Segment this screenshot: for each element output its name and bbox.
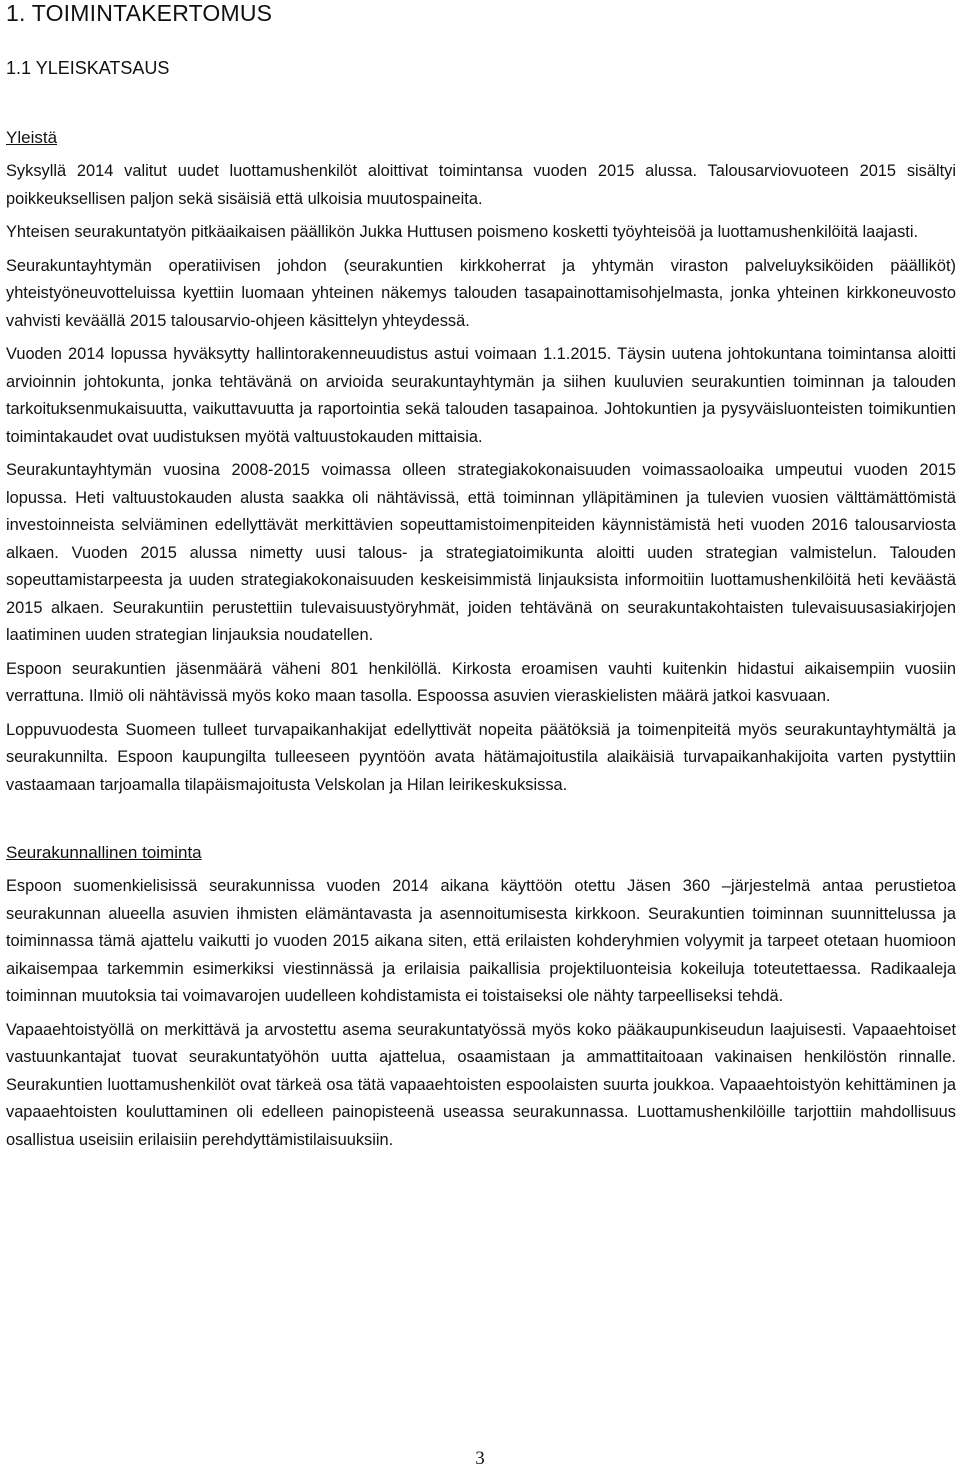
page-number: 3	[475, 1448, 485, 1469]
section-heading-general: Yleistä	[6, 128, 58, 147]
paragraph: Seurakuntayhtymän operatiivisen johdon (seurakuntien kirkkoherrat ja yhtymän viraston palveluyksiköiden päälliköt) yhteistyöneuvotteluissa kyettiin luomaan yhteinen näkemys talouden tasapainottamisohjelmasta, jonka yhteinen kirkkoneuvosto vahvisti keväällä 2015 talousarvio-ohjeen käsittelyn yhteydessä.	[6, 256, 956, 330]
chapter-title: 1. TOIMINTAKERTOMUS	[6, 0, 273, 26]
paragraph: Espoon suomenkielisissä seurakunnissa vuoden 2014 aikana käyttöön otettu Jäsen 360 –järjestelmä antaa perustietoa seurakunnan alueella asuvien ihmisten elämäntavasta ja asennoitumisesta kirkkoon. Seurakuntien toiminnan suunnittelussa ja toiminnassa tämä ajattelu vaikutti jo vuoden 2015 aikana siten, että erilaisten kohderyhmien volyymit ja tarpeet otetaan huomioon aikaisempaa tarkemmin esimerkiksi viestinnässä ja erilaisia paikallisia projektiluonteisia kokeiluja toteutettaessa. Radikaaleja toiminnan muutoksia tai voimavarojen uudelleen kohdistamista ei toistaiseksi ole nähty tarpeelliseksi tehdä.	[6, 877, 956, 1005]
section-general	[6, 127, 956, 799]
document-page	[6, 0, 956, 1154]
paragraph: Vapaaehtoistyöllä on merkittävä ja arvostettu asema seurakuntatyössä myös koko pääkaupunkiseudun laajuisesti. Vapaaehtoiset vastuunkantajat tuovat seurakuntatyöhön uutta ajattelua, osaamistaan ja ammattitaitoaan vakinaisen henkilöstön rinnalle. Seurakuntien luottamushenkilöt ovat tärkeä osa tätä vapaaehtoisten espoolaisten suurta joukkoa. Vapaaehtoistyön kehittäminen ja vapaaehtoisten kouluttaminen oli edelleen painopisteenä useassa seurakunnassa. Luottamushenkilöille tarjottiin mahdollisuus osallistua useisiin erilaisiin perehdyttämistilaisuuksiin.	[6, 1020, 956, 1149]
paragraph: Espoon seurakuntien jäsenmäärä väheni 801 henkilöllä. Kirkosta eroamisen vauhti kuitenkin hidastui aikaisempiin vuosiin verrattuna. Ilmiö oli nähtävissä myös koko maan tasolla. Espoossa asuvien vieraskielisten määrä jatkoi kasvuaan.	[6, 659, 956, 705]
paragraph: Yhteisen seurakuntatyön pitkäaikaisen päällikön Jukka Huttusen poismeno kosketti työyhteisöä ja luottamushenkilöitä laajasti.	[6, 223, 919, 241]
paragraph: Seurakuntayhtymän vuosina 2008-2015 voimassa olleen strategiakokonaisuuden voimassaoloaika umpeutui vuoden 2015 lopussa. Heti valtuustokauden alusta saakka oli nähtävissä, että toiminnan ylläpitäminen ja tulevien vuosien välttämättömistä investoinneista selviäminen edellyttävät merkittävien sopeuttamistoimenpiteiden käynnistämistä heti vuoden 2016 talousarviosta alkaen. Vuoden 2015 alussa nimetty uusi talous- ja strategiatoimikunta aloitti uuden strategian valmistelun. Talouden sopeuttamistarpeesta ja uuden strategiakokonaisuuden keskeisimmistä linjauksista informoitiin luottamushenkilöitä heti keväästä 2015 alkaen. Seurakuntiin perustettiin tulevaisuustyöryhmät, joiden tehtävänä on seurakuntakohtaisten tulevaisuusasiakirjojen laatiminen uuden strategian linjauksia noudatellen.	[6, 461, 956, 644]
section-parish-activity	[6, 842, 956, 1154]
paragraph: Loppuvuodesta Suomeen tulleet turvapaikanhakijat edellyttivät nopeita päätöksiä ja toimenpiteitä myös seurakuntayhtymältä ja seurakunnilta. Espoon kaupungilta tulleeseen pyyntöön avata hätämajoitustila alaikäisiä turvapaikanhakijoita varten pystyttiin vastaamaan tarjoamalla tilapäismajoitusta Velskolan ja Hilan leirikeskuksissa.	[6, 720, 956, 794]
section-heading-parish-activity: Seurakunnallinen toiminta	[6, 843, 202, 862]
paragraph: Syksyllä 2014 valitut uudet luottamushenkilöt aloittivat toimintansa vuoden 2015 alussa. Talousarviovuoteen 2015 sisältyi poikkeuksellisen paljon sekä sisäisiä että ulkoisia muutospaineita.	[6, 162, 956, 208]
section-title: 1.1 YLEISKATSAUS	[6, 58, 170, 78]
paragraph: Vuoden 2014 lopussa hyväksytty hallintorakenneuudistus astui voimaan 1.1.2015. Täysin uutena johtokuntana toimintansa aloitti arvioinnin johtokunta, jonka tehtävänä on arvioida seurakuntayhtymän ja siihen kuuluvien seurakuntien toiminnan ja talouden tarkoituksenmukaisuutta, vaikuttavuutta ja raportointia sekä talouden tasapainoa. Johtokuntien ja pysyväisluonteisten toimikuntien toimintakaudet ovat uudistuksen myötä valtuustokauden mittaisia.	[6, 345, 956, 446]
